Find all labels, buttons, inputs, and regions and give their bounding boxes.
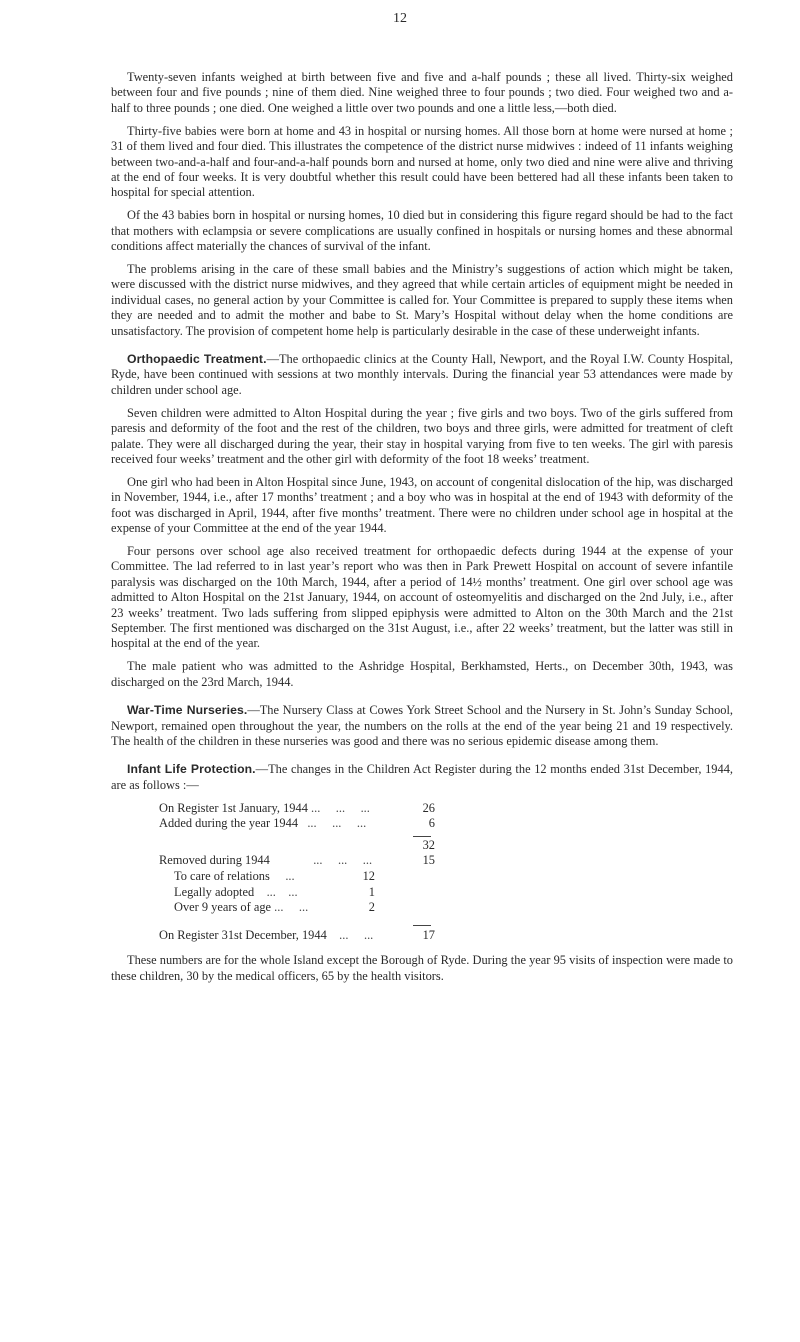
orthopaedic-text: —The orthopaedic clinics at the County Hall, Newport, and the Royal I.W. County Hospital, Ryde, have been continued with sessions at two monthly intervals. During the financial year 53 attendances were made by children under school age. [111,352,733,397]
paragraph-orthopaedic [111,352,733,398]
paragraph-alton-admissions: Seven children were admitted to Alton Hospital during the year ; five girls and two boys. Two of the girls suffered from paresis and deformity of the foot and the rest of the children, two boys and three girls, were admitted for treatment of cleft palate. They were all discharged during the year, their stay in hospital varying from five to ten weeks. The girl with paresis received four weeks’ treatment and the other girl with deformity of the foot 18 weeks’ treatment. [111,405,733,466]
heading-war-time-nurseries: War-Time Nurseries. [127,703,248,718]
paragraph-nurseries [111,703,733,749]
register-row-final: On Register 31st December, 1944 ... ... 17 [159,927,435,942]
heading-orthopaedic: Orthopaedic Treatment. [127,352,267,366]
infant-life-text: —The changes in the Children Act Register during the 12 months ended 31st December, 1944, are as follows :— [111,762,733,792]
register-table [111,801,733,944]
final-rule [413,925,431,926]
register-row-over9: Over 9 years of age ... ... 2 [174,900,375,915]
register-opening-value: 26 [422,800,435,815]
document-body [111,70,733,992]
paragraph-ashridge: The male patient who was admitted to the Ashridge Hospital, Berkhamsted, Herts., on December 30th, 1943, was discharged on the 23rd March, 1944. [111,659,733,689]
register-final-value: 17 [422,927,435,942]
paragraph-birth-weights: Twenty-seven infants weighed at birth between five and five and a-half pounds ; these all lived. Thirty-six weighed between four and five pounds ; nine of them died. Nine weighed three to four pounds ; two died. Four weighed two and a-half to three pounds ; one died. One weighed a little over two pounds and one a little less,—both died. [111,70,733,115]
heading-infant-life-protection: Infant Life Protection. [127,762,256,777]
register-row-relations: To care of relations ... 12 [174,869,375,884]
nurseries-text: —The Nursery Class at Cowes York Street School and the Nursery in St. John’s Sunday School, Newport, remained open throughout the year, the numbers on the rolls at the end of the year being 21 and 19 respectively. The health of the children in these nurseries was good and there was no serious epidemic disease among them. [111,703,733,748]
paragraph-hip-dislocation: One girl who had been in Alton Hospital since June, 1943, on account of congenital dislocation of the hip, was discharged in November, 1944, i.e., after 17 months’ treatment ; and a boy who was in hospital at the end of 1943 with deformity of the foot was discharged in April, 1944, after five months’ treatment. There were no children under school age in hospital at the expense of your Committee at the end of the year 1944. [111,474,733,536]
paragraph-infant-life [111,762,733,793]
paragraph-inspection-visits: These numbers are for the whole Island except the Borough of Ryde. During the year 95 visits of inspection were made to these children, 30 by the medical officers, 65 by the health visitors. [111,953,733,983]
register-row-opening: On Register 1st January, 1944 ... ... ... 26 [159,800,435,815]
register-row-subtotal [111,838,733,854]
register-relations-value: 12 [362,869,375,884]
register-row-added: Added during the year 1944 ... ... ... 6 [159,816,435,831]
register-adopted-value: 1 [368,884,375,899]
paragraph-care-problems: The problems arising in the care of these small babies and the Ministry’s suggestions of action which might be taken, were discussed with the district nurse midwives, and they agreed that while certain articles of equipment might be needed in individual cases, no general action by your Committee is called for. Your Committee is prepared to supply these items when they are needed and to admit the mother and babe to St. Mary’s Hospital without delay when the home conditions are unsatisfactory. The provision of competent home help is particularly desirable in the case of these underweight infants. [111,261,733,338]
page-number: 12 [393,11,407,26]
register-added-value: 6 [428,816,435,831]
register-row-removed: Removed during 1944 ... ... ... 15 [159,853,435,868]
subtotal-rule [413,836,431,837]
register-over9-value: 2 [368,900,375,915]
register-removed-value: 15 [422,853,435,868]
register-subtotal-value: 32 [422,837,435,852]
paragraph-hospital-births: Of the 43 babies born in hospital or nursing homes, 10 died but in considering this figure regard should be had to the fact that mothers with eclampsia or severe complications are usually confined in hospitals or nursing homes and these abnormal conditions affect materially the chances of survival of the infant. [111,208,733,254]
paragraph-over-school-age: Four persons over school age also received treatment for orthopaedic defects during 1944 at the expense of your Committee. The lad referred to in last year’s report who was then in Park Prewett Hospital on account of severe infantile paralysis was discharged on the 10th March, 1944, after a period of 14½ months’ treatment. One girl over school age was admitted to Alton Hospital on the 21st January, 1944, on account of osteomyelitis and discharged on the 2nd July, i.e., after 23 weeks’ treatment. Two lads suffering from slipped epiphysis were admitted to Alton on the 30th March and the 21st September. The first mentioned was discharged on the 31st August, i.e., after 22 weeks’ treatment, but the latter was still in hospital at the end of the year. [111,543,733,651]
register-row-adopted: Legally adopted ... ... 1 [174,884,375,899]
paragraph-home-births: Thirty-five babies were born at home and 43 in hospital or nursing homes. All those born at home were nursed at home ; 31 of them lived and four died. This illustrates the competence of the district nurse midwives : indeed of 11 infants weighing between two-and-a-half and four-and-a-half pounds born and nursed at home, only two died and nine were alive and thriving at the end of four weeks. It is very doubtful whether this result could have been bettered had all these infants been taken to hospital for special attention. [111,123,733,200]
